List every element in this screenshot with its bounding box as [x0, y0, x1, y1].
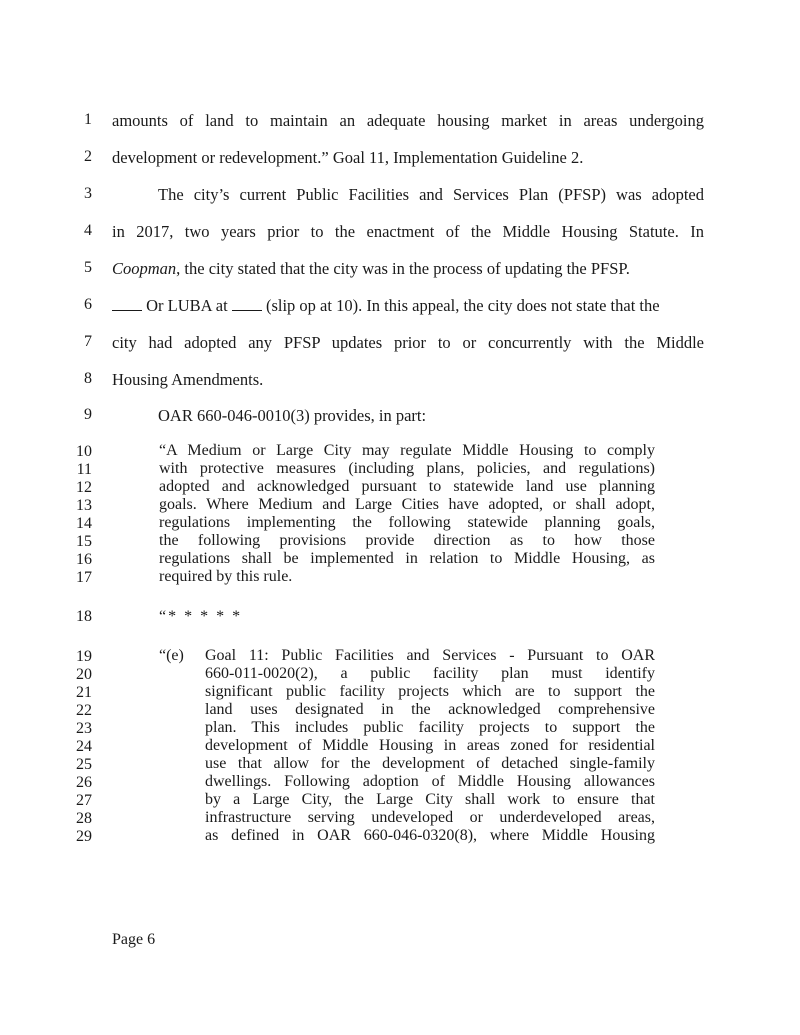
- line-number: 11: [76, 461, 92, 478]
- line-number: 1: [84, 111, 92, 128]
- body-line: amounts of land to maintain an adequate housing market in areas undergoing: [112, 111, 704, 130]
- block-quote-line: required by this rule.: [159, 568, 293, 585]
- line-number: 21: [76, 684, 92, 701]
- line-number: 10: [76, 443, 92, 460]
- line-number: 5: [84, 259, 92, 276]
- line-number: 6: [84, 296, 92, 313]
- line-number: 20: [76, 666, 92, 683]
- block-quote-line: as defined in OAR 660-046-0320(8), where Middle Housing: [205, 827, 655, 844]
- body-line-text: , the city stated that the city was in the process of updating the PFSP.: [176, 259, 630, 278]
- line-number: 9: [84, 406, 92, 423]
- page-number: Page 6: [112, 931, 156, 948]
- line-number: 23: [76, 720, 92, 737]
- body-line-text: Or LUBA at: [146, 296, 228, 315]
- citation-blank: [112, 296, 142, 311]
- line-number: 13: [76, 497, 92, 514]
- body-line-text: (slip op at 10). In this appeal, the city does not state that the: [265, 296, 660, 315]
- block-quote-line: plan. This includes public facility projects to support the: [205, 719, 655, 736]
- body-line: development or redevelopment.” Goal 11, Implementation Guideline 2.: [112, 148, 584, 167]
- block-quote-line: “A Medium or Large City may regulate Middle Housing to comply: [159, 442, 655, 459]
- line-number: 29: [76, 828, 92, 845]
- body-line: [112, 259, 704, 279]
- block-quote-line: infrastructure serving undeveloped or underdeveloped areas,: [205, 809, 655, 826]
- line-number: 8: [84, 370, 92, 387]
- body-line: Housing Amendments.: [112, 370, 264, 389]
- line-number: 18: [76, 608, 92, 625]
- block-quote-line: land uses designated in the acknowledged comprehensive: [205, 701, 655, 718]
- block-quote-line: dwellings. Following adoption of Middle Housing allowances: [205, 773, 655, 790]
- block-quote-line: use that allow for the development of detached single-family: [205, 755, 655, 772]
- line-number: 25: [76, 756, 92, 773]
- line-number: 26: [76, 774, 92, 791]
- block-quote-line: 660-011-0020(2), a public facility plan must identify: [205, 665, 655, 682]
- line-number: 19: [76, 648, 92, 665]
- line-number: 2: [84, 148, 92, 165]
- block-quote-line: goals. Where Medium and Large Cities have adopted, or shall adopt,: [159, 496, 655, 513]
- block-quote-line: regulations implementing the following statewide planning goals,: [159, 514, 655, 531]
- line-number: 16: [76, 551, 92, 568]
- case-name: Coopman: [112, 259, 177, 278]
- line-number: 17: [76, 569, 92, 586]
- line-number: 22: [76, 702, 92, 719]
- block-quote-line: the following provisions provide direction as to how those: [159, 532, 655, 549]
- line-number: 14: [76, 515, 92, 532]
- citation-blank: [232, 296, 262, 311]
- line-number: 7: [84, 333, 92, 350]
- line-number: 12: [76, 479, 92, 496]
- body-line: OAR 660-046-0010(3) provides, in part:: [158, 406, 427, 425]
- body-line: [112, 296, 704, 316]
- omission-marker: “* * * * *: [159, 608, 243, 625]
- line-number: 28: [76, 810, 92, 827]
- block-quote-line: significant public facility projects which are to support the: [205, 683, 655, 700]
- block-quote-line: regulations shall be implemented in relation to Middle Housing, as: [159, 550, 655, 567]
- block-quote-line: Goal 11: Public Facilities and Services - Pursuant to OAR: [205, 647, 655, 664]
- line-number: 15: [76, 533, 92, 550]
- line-number: 24: [76, 738, 92, 755]
- line-number: 27: [76, 792, 92, 809]
- block-quote-line: with protective measures (including plans, policies, and regulations): [159, 460, 655, 477]
- body-line: city had adopted any PFSP updates prior to or concurrently with the Middle: [112, 333, 704, 352]
- subsection-label: “(e): [159, 647, 184, 664]
- block-quote-line: adopted and acknowledged pursuant to statewide land use planning: [159, 478, 655, 495]
- body-line: in 2017, two years prior to the enactment of the Middle Housing Statute. In: [112, 222, 704, 241]
- block-quote-line: development of Middle Housing in areas zoned for residential: [205, 737, 655, 754]
- block-quote-line: by a Large City, the Large City shall work to ensure that: [205, 791, 655, 808]
- line-number: 3: [84, 185, 92, 202]
- body-line: The city’s current Public Facilities and Services Plan (PFSP) was adopted: [158, 185, 704, 204]
- line-number: 4: [84, 222, 92, 239]
